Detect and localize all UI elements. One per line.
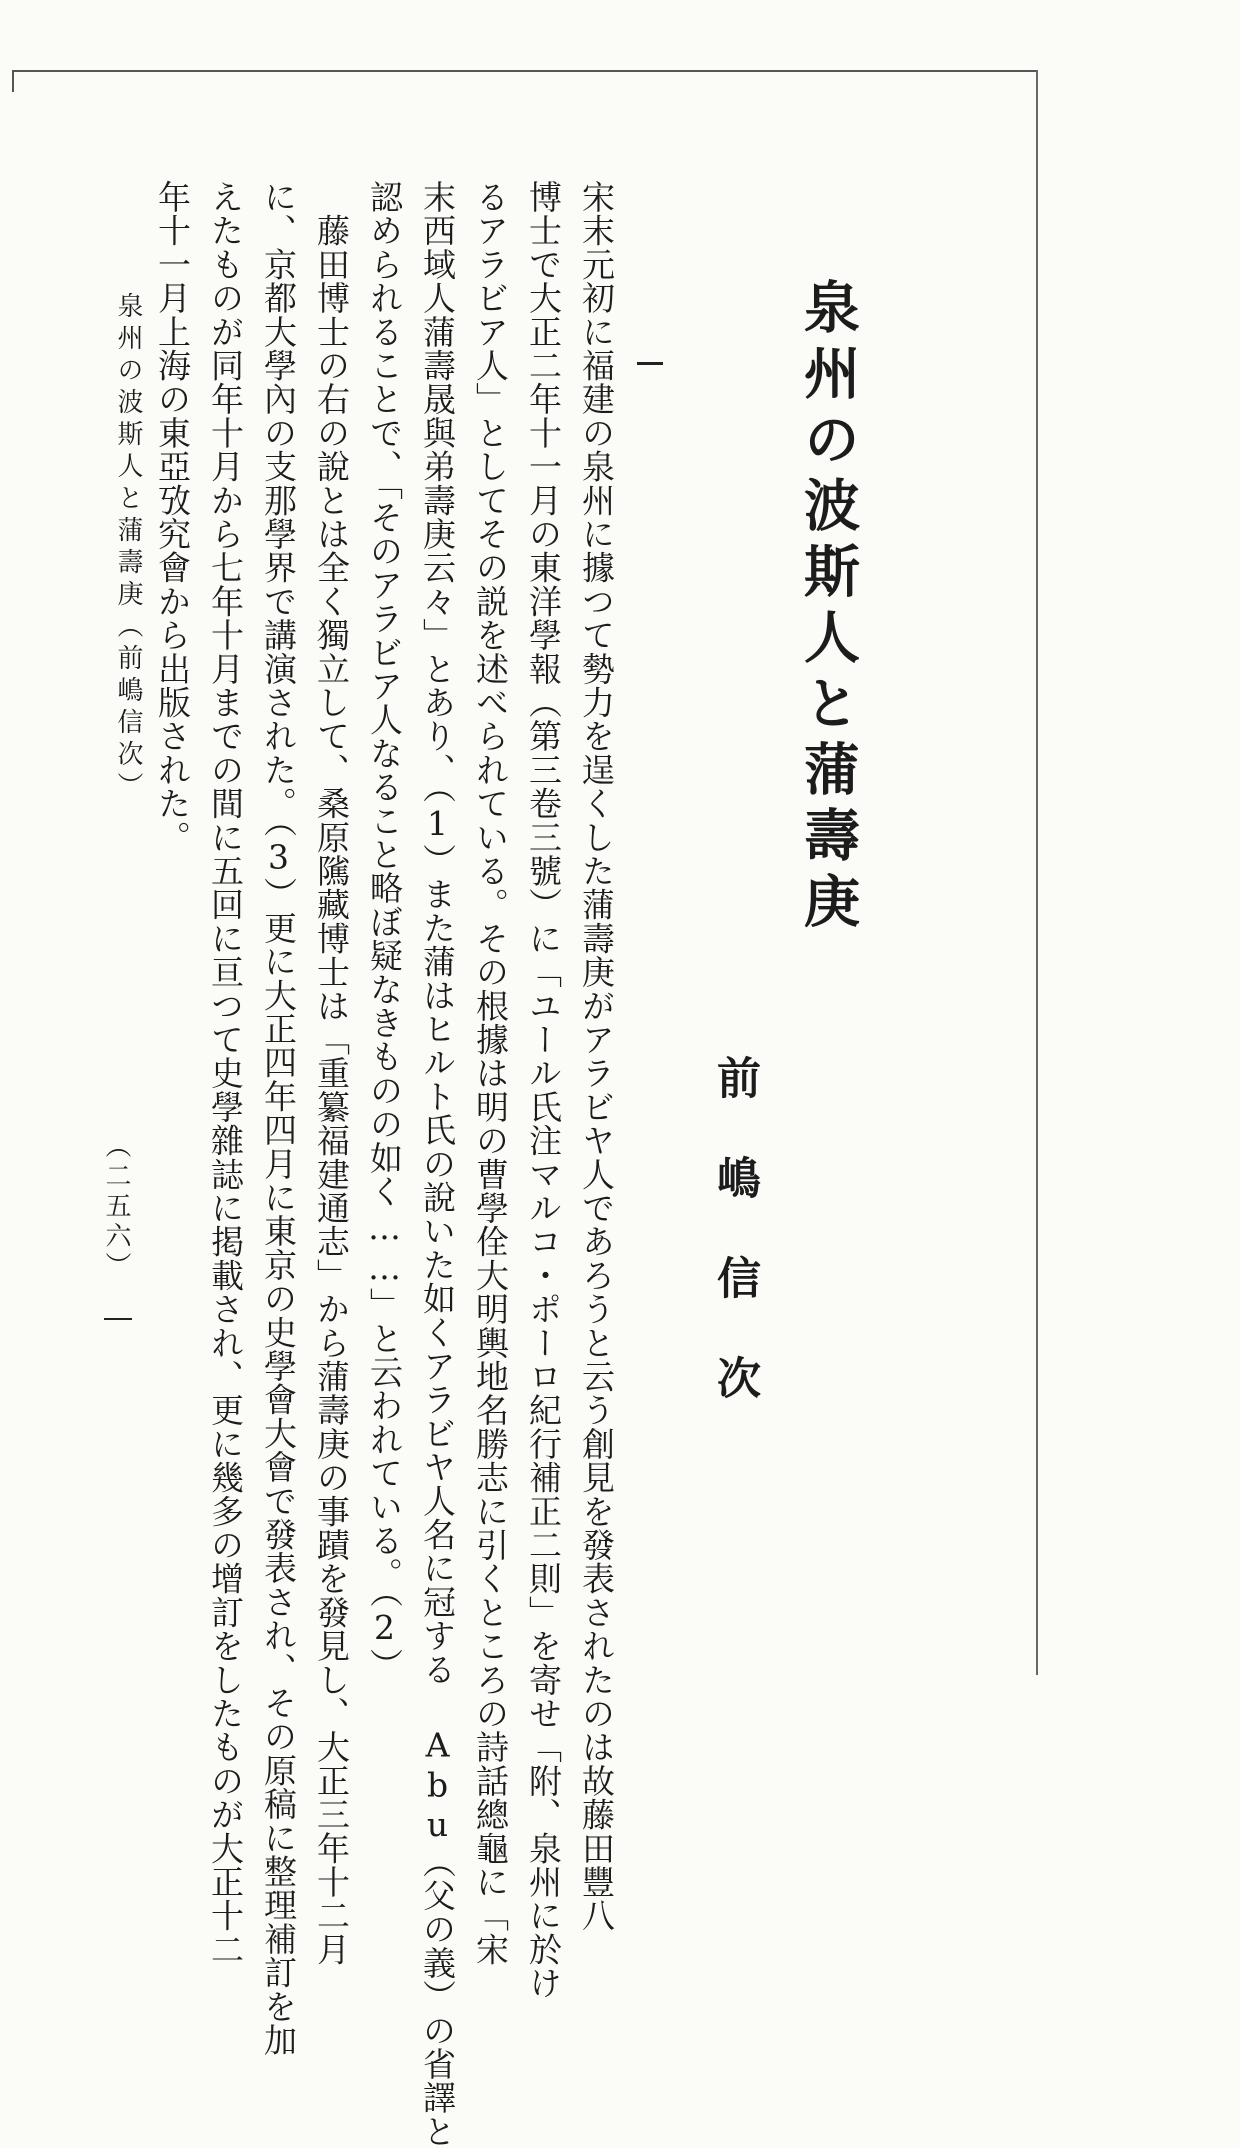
running-head: 泉州の波斯人と蒲壽庚（前嶋信次） xyxy=(113,292,143,804)
body-line: 認められることで、「そのアラビア人なること略ぼ疑なきものの如く……」と云われている。（2） xyxy=(365,180,404,1682)
page-number: （二五六） xyxy=(101,1132,131,1282)
leaf-mark xyxy=(104,1318,132,1320)
page-frame-left-tick xyxy=(12,70,14,92)
page-frame-right-rule xyxy=(1036,70,1038,1675)
section-number xyxy=(637,362,663,365)
page-frame-top-rule xyxy=(12,70,1036,72)
body-line: えたものが同年十月から七年十月までの間に五回に亘つて史學雜誌に掲載され、更に幾多の增訂をしたものが大正十二 xyxy=(206,180,245,1967)
body-line: に、京都大學內の支那學界で講演された。（3）更に大正四年四月に東京の史學會大會で發表され、その原稿に整理補訂を加 xyxy=(259,180,298,2057)
body-line: 博士で大正二年十一月の東洋學報（第三卷三號）に「ユール氏注マルコ・ポーロ紀行補正二則」を寄せ「附、泉州に於け xyxy=(524,180,563,2000)
body-text xyxy=(153,180,616,2148)
body-line: るアラビア人」としてその説を述べられている。その根據は明の曹學佺大明輿地名勝志に引くところの詩話總龜に「宋 xyxy=(471,180,510,1967)
body-line: 末西域人蒲壽晟與弟壽庚云々」とあり、（1）また蒲はヒルト氏の說いた如くアラビヤ人名に冠する Abu（父の義）の省譯と xyxy=(418,180,457,2148)
body-line: 宋末元初に福建の泉州に據つて勢力を逞くした蒲壽庚がアラビヤ人であろうと云う創見を發表されたのは故藤田豐八 xyxy=(577,180,616,1933)
body-line: 藤田博士の右の說とは全く獨立して、桑原隲藏博士は「重纂福建通志」から蒲壽庚の事蹟を發見し、大正三年十二月 xyxy=(312,180,351,1967)
body-line: 年十一月上海の東亞攷究會から出版された。 xyxy=(153,180,192,854)
article-author: 前嶋信次 xyxy=(709,1055,760,1455)
article-title: 泉州の波斯人と蒲壽庚 xyxy=(795,278,861,938)
